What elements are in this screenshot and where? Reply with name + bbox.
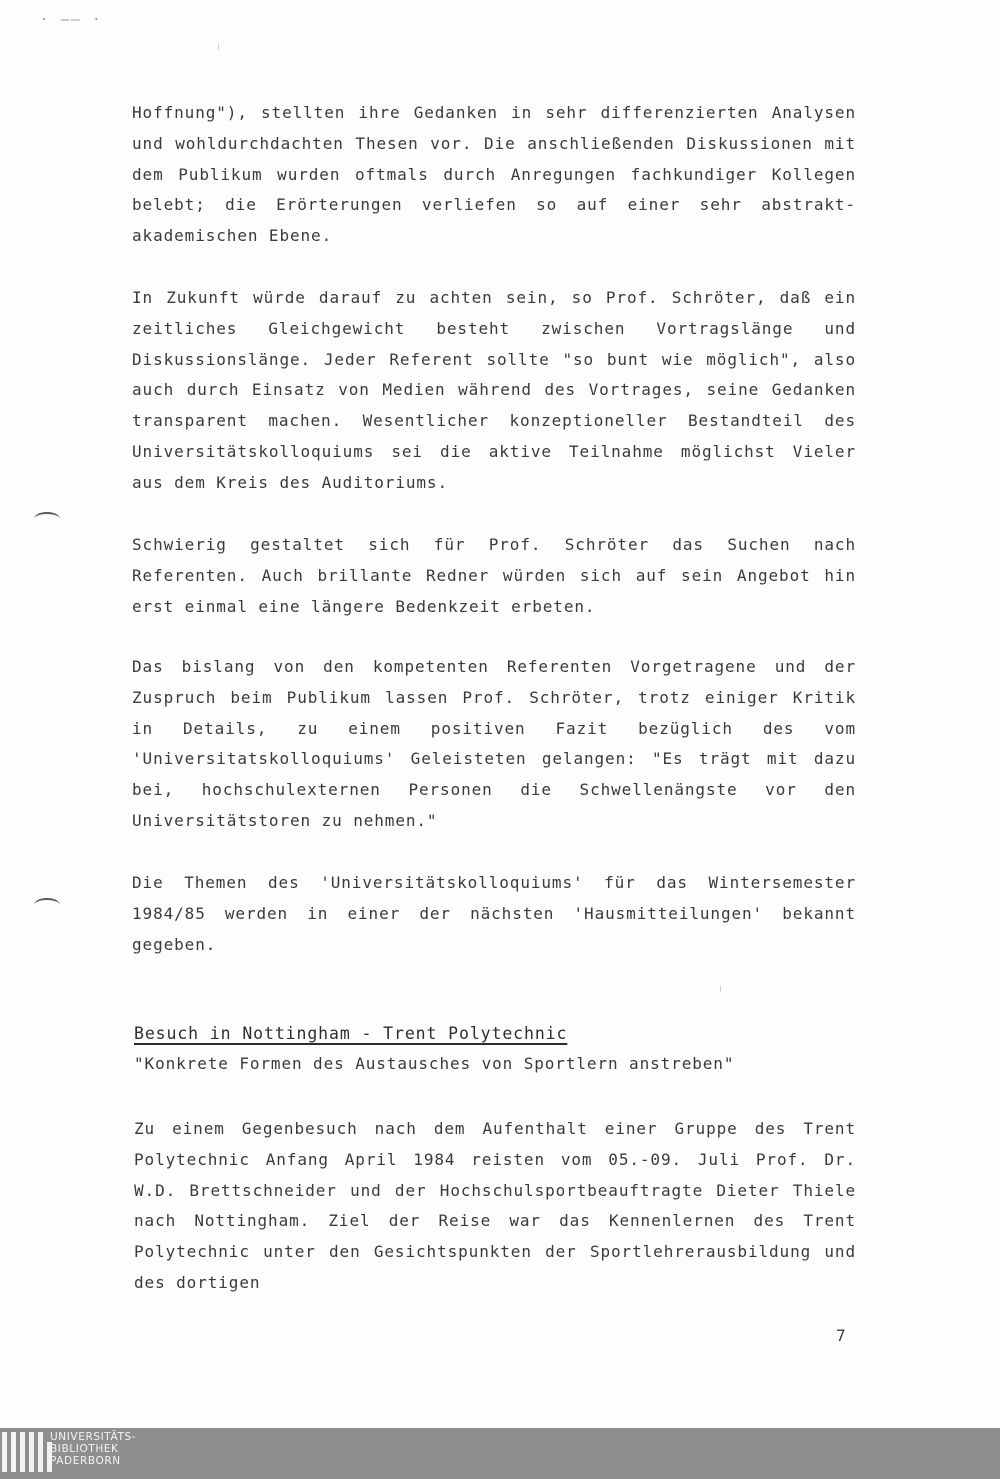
library-footer-bar <box>0 1428 1000 1479</box>
section-subheading: "Konkrete Formen des Austausches von Sportlern anstreben" <box>134 1054 735 1073</box>
scan-edge-marks: · —— · <box>40 12 103 28</box>
paragraph-3: Schwierig gestaltet sich für Prof. Schröter das Suchen nach Referenten. Auch brillante Redner würden sich auf sein Angebot hin erst einmal eine längere Bedenkzeit erbeten. <box>132 535 856 616</box>
punch-hole-mark <box>34 512 60 526</box>
paragraph-1: Hoffnung"), stellten ihre Gedanken in sehr differenzierten Analysen und wohldurchdachten Thesen vor. Die anschließenden Diskussionen mit dem Publikum wurden oftmals durch Anregungen fachkundiger Kollegen belebt; die Erörterungen verliefen so auf einer sehr abstrakt-akademischen Ebene. <box>132 103 856 246</box>
scan-speck <box>218 44 219 50</box>
section-heading: Besuch in Nottingham - Trent Polytechnic <box>134 1024 568 1043</box>
paragraph-5: Die Themen des 'Universitätskolloquiums' für das Wintersemester 1984/85 werden in einer der nächsten 'Hausmitteilungen' bekannt gegeben. <box>132 873 856 954</box>
scan-speck <box>720 986 721 992</box>
page-number: 7 <box>836 1326 846 1345</box>
library-name-line-2: BIBLIOTHEK <box>50 1443 119 1455</box>
library-name-line-1: UNIVERSITÄTS- <box>50 1431 137 1443</box>
paragraph-4: Das bislang von den kompetenten Referenten Vorgetragene und der Zuspruch beim Publikum lassen Prof. Schröter, trotz einiger Kritik in Details, zu einem positiven Fazit bezüglich des vom 'Universitatskolloquiums' Geleisteten gelangen: "Es trägt mit dazu bei, hochschulexternen Personen die Schwellenängste vor den Universitätstoren zu nehmen." <box>132 657 856 830</box>
paragraph-2: In Zukunft würde darauf zu achten sein, so Prof. Schröter, daß ein zeitliches Gleichgewicht besteht zwischen Vortragslänge und Diskussionslänge. Jeder Referent sollte "so bunt wie möglich", also auch durch Einsatz von Medien während des Vortrages, seine Gedanken transparent machen. Wesentlicher konzeptioneller Bestandteil des Universitätskolloquiums sei die aktive Teilnahme möglichst Vieler aus dem Kreis des Auditoriums. <box>132 288 856 492</box>
section-paragraph: Zu einem Gegenbesuch nach dem Aufenthalt einer Gruppe des Trent Polytechnic Anfang April 1984 reisten vom 05.-09. Juli Prof. Dr. W.D. Brettschneider und der Hochschulsportbeauftragte Dieter Thiele nach Nottingham. Ziel der Reise war das Kennenlernen des Trent Polytechnic unter den Gesichtspunkten der Sportlehrerausbildung und des dortigen <box>134 1119 856 1292</box>
punch-hole-mark <box>34 898 60 912</box>
library-name-line-3: PADERBORN <box>50 1455 121 1467</box>
library-logo-icon <box>2 1432 52 1476</box>
library-name <box>50 1431 136 1467</box>
